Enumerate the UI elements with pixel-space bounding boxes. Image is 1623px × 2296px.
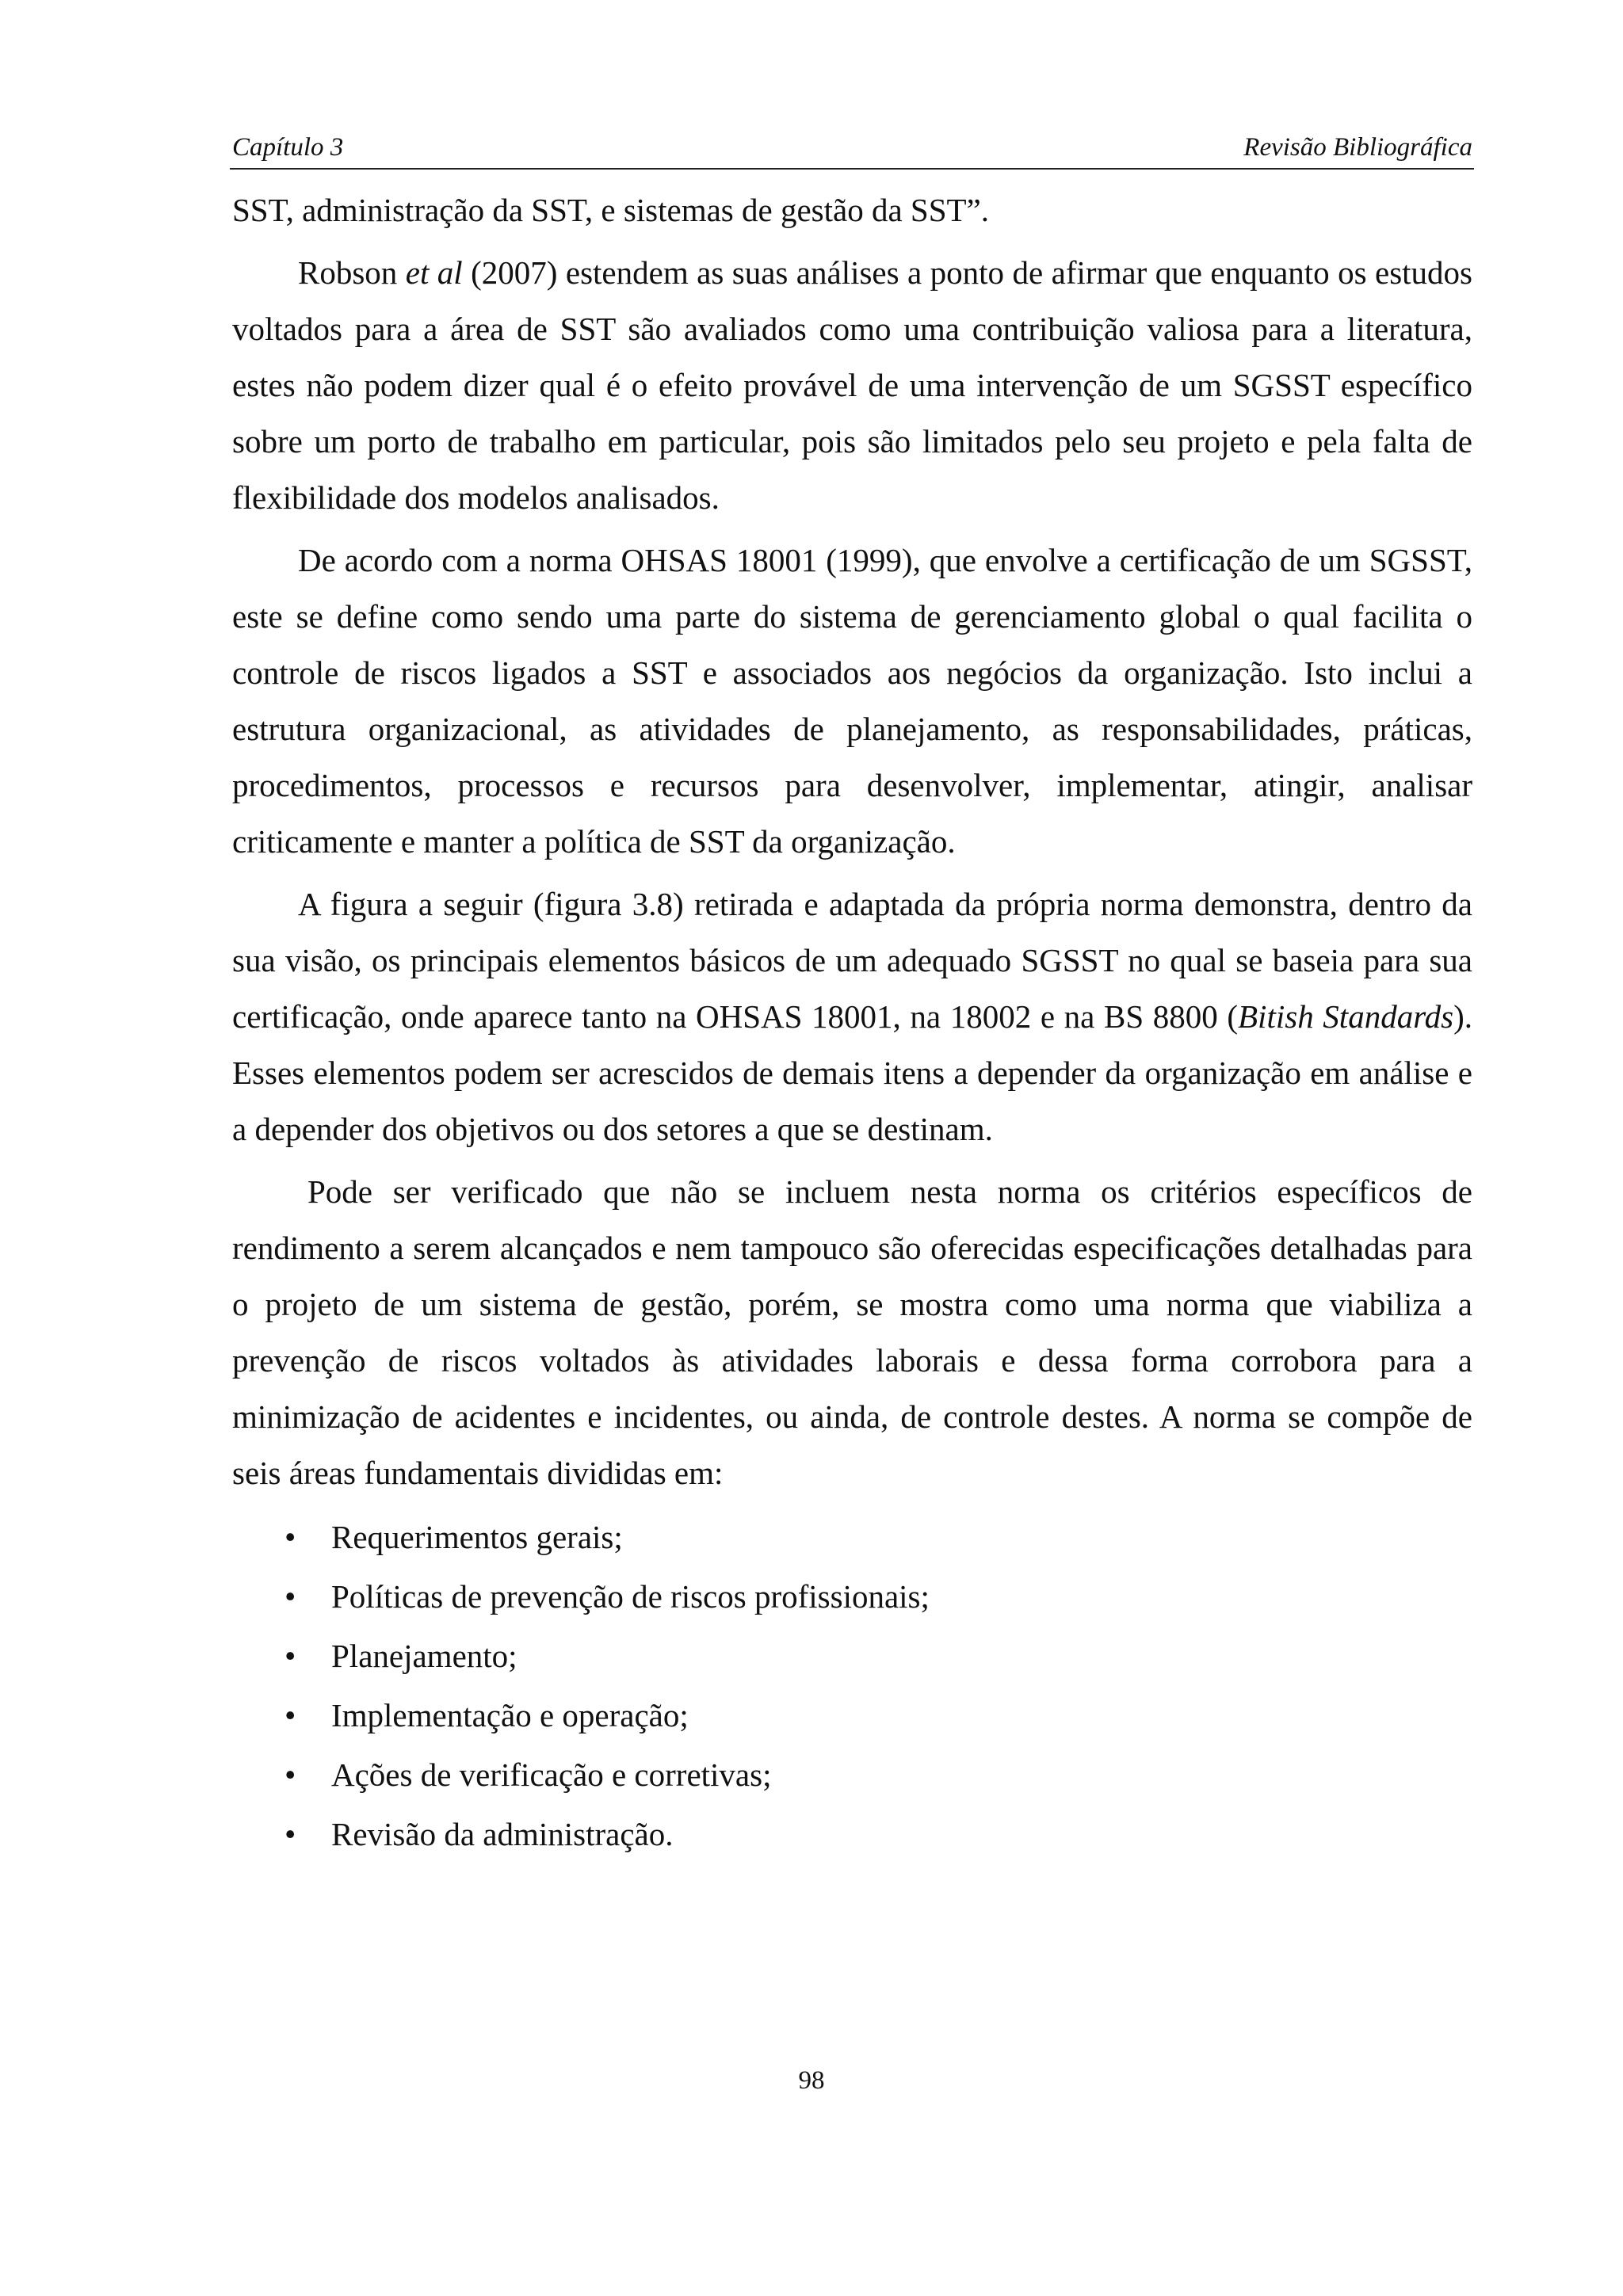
page-number: 98	[798, 2066, 825, 2095]
list-item-text: Implementação e operação;	[331, 1697, 689, 1733]
list-item	[232, 1567, 1472, 1627]
header-rule	[230, 168, 1474, 170]
list-item-text: Requerimentos gerais;	[331, 1519, 623, 1555]
bullet-icon: •	[285, 1756, 296, 1793]
paragraph-norma	[232, 1164, 1472, 1501]
paragraph-text: De acordo com a norma OHSAS 18001 (1999), que envolve a certificação de um SGSST, este se define como sendo uma parte do sistema de gerenciamento global o qual facilita o controle de riscos ligados a SST e associados aos negócios da organização. Isto inclui a estrutura organizacional, as atividades de planejamento, as responsabilidades, práticas, procedimentos, processos e recursos para desenvolver, implementar, atingir, analisar criticamente e manter a política de SST da organização.	[232, 542, 1472, 860]
paragraph-text: A figura a seguir (figura 3.8) retirada e adaptada da própria norma demonstra, dentro da sua visão, os principais elementos básicos de um adequado SGSST no qual se baseia para sua certificação, onde aparece tanto na OHSAS 18001, na 18002 e na BS 8800 (	[232, 886, 1472, 1035]
paragraph-text: SST, administração da SST, e sistemas de gestão da SST”.	[232, 192, 989, 228]
header-chapter: Capítulo 3	[232, 133, 344, 162]
italic-term: Bitish Standards	[1238, 998, 1454, 1035]
paragraph-ohsas	[232, 532, 1472, 870]
paragraph-robson	[232, 245, 1472, 526]
running-header	[230, 130, 1472, 170]
italic-citation: et al	[405, 254, 463, 291]
bullet-icon: •	[285, 1816, 296, 1852]
paragraph-text: Robson	[298, 254, 406, 291]
list-item-text: Ações de verificação e corretivas;	[331, 1756, 772, 1793]
list-item	[232, 1627, 1472, 1686]
list-item	[232, 1745, 1472, 1805]
list-item-text: Planejamento;	[331, 1638, 517, 1674]
areas-list	[232, 1508, 1472, 1864]
paragraph-continuation	[232, 182, 1472, 238]
list-item-text: Revisão da administração.	[331, 1816, 674, 1852]
bullet-icon: •	[285, 1578, 296, 1615]
paragraph-text: ). Esses elementos podem ser acrescidos de demais itens a depender da organização em análise e a depender dos objetivos ou dos setores a que se destinam.	[232, 998, 1472, 1147]
paragraph-text: Pode ser verificado que não se incluem nesta norma os critérios específicos de rendimento a serem alcançados e nem tampouco são oferecidas especificações detalhadas para o projeto de um sistema de gestão, porém, se mostra como uma norma que viabiliza a prevenção de riscos voltados às atividades laborais e dessa forma corrobora para a minimização de acidentes e incidentes, ou ainda, de controle destes. A norma se compõe de seis áreas fundamentais divididas em:	[232, 1173, 1472, 1491]
body-text	[232, 182, 1472, 1864]
bullet-icon: •	[285, 1638, 296, 1674]
bullet-icon: •	[285, 1519, 296, 1555]
paragraph-text: (2007) estendem as suas análises a ponto de afirmar que enquanto os estudos voltados para a área de SST são avaliados como uma contribuição valiosa para a literatura, estes não podem dizer qual é o efeito provável de uma intervenção de um SGSST específico sobre um porto de trabalho em particular, pois são limitados pelo seu projeto e pela falta de flexibilidade dos modelos analisados.	[232, 254, 1472, 516]
list-item	[232, 1508, 1472, 1567]
header-section-title: Revisão Bibliográfica	[1243, 133, 1472, 162]
list-item-text: Políticas de prevenção de riscos profissionais;	[331, 1578, 930, 1615]
list-item	[232, 1686, 1472, 1745]
list-item	[232, 1805, 1472, 1864]
paragraph-figura	[232, 876, 1472, 1158]
bullet-icon: •	[285, 1697, 296, 1733]
